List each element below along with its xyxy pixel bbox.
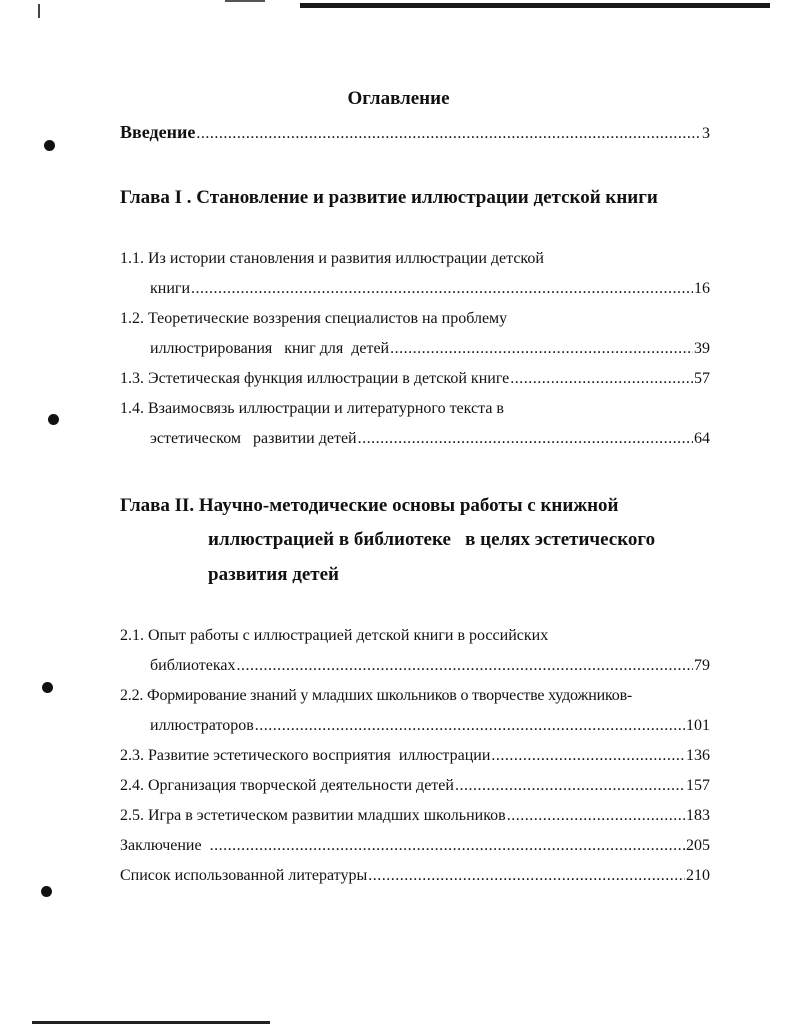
chapter-2-heading-line3: развития детей xyxy=(208,564,339,585)
toc-page-number: 183 xyxy=(686,807,710,824)
toc-leader-dots xyxy=(358,427,693,451)
toc-page-number: 136 xyxy=(686,747,710,764)
toc-entry-1-2-line1[interactable]: 1.2. Теоретические воззрения специалистов на проблему xyxy=(120,310,508,327)
punch-hole-icon xyxy=(44,140,55,151)
toc-entry-2-2[interactable] xyxy=(150,714,710,738)
toc-page-number: 39 xyxy=(694,340,710,357)
toc-entry-1-1[interactable] xyxy=(150,277,710,301)
toc-entry-1-2[interactable] xyxy=(150,337,710,361)
toc-leader-dots xyxy=(455,774,685,798)
toc-leader-dots xyxy=(237,654,693,678)
toc-page-number: 64 xyxy=(694,430,710,447)
scan-line-artifact xyxy=(32,1021,270,1024)
toc-entry-conclusion[interactable] xyxy=(120,834,710,858)
toc-entry-2-5[interactable] xyxy=(120,804,710,828)
toc-leader-dots xyxy=(390,337,693,361)
toc-entry-1-3[interactable] xyxy=(120,367,710,391)
toc-entry-references[interactable] xyxy=(120,864,710,888)
toc-leader-dots xyxy=(510,367,693,391)
toc-entry-label: Список использованной литературы xyxy=(120,867,368,884)
toc-entry-label: Заключение xyxy=(120,837,202,854)
toc-page-number: 157 xyxy=(686,777,710,794)
toc-page-number: 16 xyxy=(694,280,710,297)
toc-page-number: 101 xyxy=(686,717,710,734)
toc-entry-label: книги xyxy=(150,280,191,297)
toc-leader-dots xyxy=(368,864,685,888)
toc-entry-2-3[interactable] xyxy=(120,744,710,768)
toc-leader-dots xyxy=(191,277,693,301)
toc-entry-2-1-line1[interactable]: 2.1. Опыт работы с иллюстрацией детской книги в российских xyxy=(120,627,549,644)
toc-entry-label: иллюстраторов xyxy=(150,717,254,734)
toc-entry-2-2-line1[interactable]: 2.2. Формирование знаний у младших школьников о творчестве художников- xyxy=(120,687,633,704)
punch-hole-icon xyxy=(42,682,53,693)
chapter-2-heading-line2: иллюстрацией в библиотеке в целях эстетического xyxy=(208,529,656,550)
toc-entry-1-4[interactable] xyxy=(150,427,710,451)
toc-entry-label: 1.3. Эстетическая функция иллюстрации в детской книге xyxy=(120,370,510,387)
toc-page-number: 57 xyxy=(694,370,710,387)
toc-leader-dots xyxy=(491,744,685,768)
toc-entry-label: 2.4. Организация творческой деятельности детей xyxy=(120,777,454,794)
toc-entry-label: библиотеках xyxy=(150,657,236,674)
toc-leader-dots xyxy=(210,834,685,858)
toc-page-number: 3 xyxy=(702,125,710,142)
chapter-2-heading-line1: Глава II. Научно-методические основы работы с книжной xyxy=(120,495,619,516)
toc-entry-label: Введение xyxy=(120,122,196,142)
toc-entry-intro[interactable] xyxy=(120,120,710,144)
toc-entry-2-1[interactable] xyxy=(150,654,710,678)
toc-entry-label: иллюстрирования книг для детей xyxy=(150,340,390,357)
page-title: Оглавление xyxy=(347,88,450,109)
toc-entry-label: эстетическом развитии детей xyxy=(150,430,357,447)
toc-entry-1-1-line1[interactable]: 1.1. Из истории становления и развития иллюстрации детской xyxy=(120,250,544,267)
toc-entry-2-4[interactable] xyxy=(120,774,710,798)
scan-mark-artifact xyxy=(38,4,40,18)
toc-leader-dots xyxy=(507,804,685,828)
punch-hole-icon xyxy=(48,414,59,425)
toc-entry-label: 2.5. Игра в эстетическом развитии младших школьников xyxy=(120,807,506,824)
toc-entry-label: 2.3. Развитие эстетического восприятия иллюстрации xyxy=(120,747,491,764)
toc-page-number: 79 xyxy=(694,657,710,674)
toc-entry-1-4-line1[interactable]: 1.4. Взаимосвязь иллюстрации и литературного текста в xyxy=(120,400,504,417)
toc-leader-dots xyxy=(196,122,701,146)
scan-line-artifact xyxy=(300,3,770,8)
scan-line-artifact xyxy=(225,0,265,2)
toc-leader-dots xyxy=(255,714,685,738)
punch-hole-icon xyxy=(41,886,52,897)
toc-page-number: 210 xyxy=(686,867,710,884)
toc-page-number: 205 xyxy=(686,837,710,854)
chapter-1-heading: Глава I . Становление и развитие иллюстрации детской книги xyxy=(120,187,658,208)
